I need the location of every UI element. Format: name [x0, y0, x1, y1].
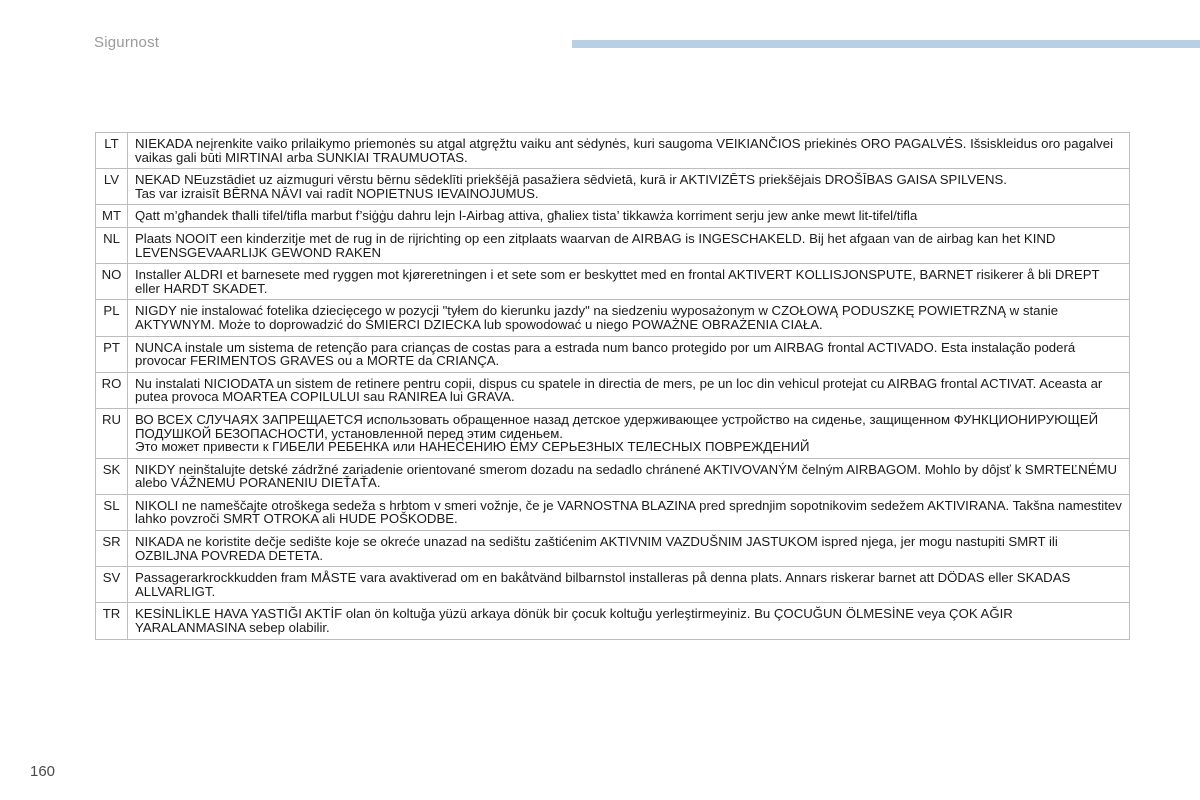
- table-row: [96, 264, 1130, 300]
- language-code: LT: [96, 133, 128, 169]
- table-row: [96, 408, 1130, 458]
- warning-text: ВО ВСЕХ СЛУЧАЯХ ЗАПРЕЩАЕТСЯ использовать обращенное назад детское удерживающее устройство на сиденье, защищенном ФУНКЦИОНИРУЮЩЕЙ ПОДУШКОЙ БЕЗОПАСНОСТИ, установленной перед этим сиденьем. Это может привести к ГИБЕЛИ РЕБЕНКА или НАНЕСЕНИЮ ЕМУ СЕРЬЕЗНЫХ ТЕЛЕСНЫХ ПОВРЕЖДЕНИЙ: [128, 408, 1130, 458]
- warning-text: NIEKADA neįrenkite vaiko prilaikymo priemonės su atgal atgręžtu vaiku ant sėdynės, kuri saugoma VEIKIANČIOS priekinės ORO PAGALVĖS. Išsiskleidus oro pagalvei vaikas gali būti MIRTINAI arba SUNKIAI TRAUMUOTAS.: [128, 133, 1130, 169]
- table-row: [96, 169, 1130, 205]
- language-code: PT: [96, 336, 128, 372]
- table-row: [96, 372, 1130, 408]
- warning-text: NUNCA instale um sistema de retenção para crianças de costas para a estrada num banco protegido por um AIRBAG frontal ACTIVADO. Esta instalação poderá provocar FERIMENTOS GRAVES ou a MORTE da CRIANÇA.: [128, 336, 1130, 372]
- table-row: [96, 567, 1130, 603]
- table-row: [96, 133, 1130, 169]
- warning-text: KESİNLİKLE HAVA YASTIĞI AKTİF olan ön koltuğa yüzü arkaya dönük bir çocuk koltuğu yerleştirmeyiniz. Bu ÇOCUĞUN ÖLMESİNE veya ÇOK AĞIR YARALANMASINA sebep olabilir.: [128, 603, 1130, 639]
- language-code: RU: [96, 408, 128, 458]
- language-code: RO: [96, 372, 128, 408]
- language-code: PL: [96, 300, 128, 336]
- language-code: TR: [96, 603, 128, 639]
- page-number: 160: [30, 763, 56, 780]
- language-code: SK: [96, 458, 128, 494]
- header-accent-bar: [572, 40, 1200, 48]
- table-row: [96, 300, 1130, 336]
- section-title: Sigurnost: [94, 34, 160, 51]
- table-row: [96, 227, 1130, 263]
- warning-text: NIKADA ne koristite dečje sedište koje se okreće unazad na sedištu zaštićenim AKTIVNIM VAZDUŠNIM JASTUKOM ispred njega, jer mogu nastupiti SMRT ili OZBILJNA POVREDA DETETA.: [128, 531, 1130, 567]
- language-code: NO: [96, 264, 128, 300]
- language-code: LV: [96, 169, 128, 205]
- language-code: SV: [96, 567, 128, 603]
- table-row: [96, 603, 1130, 639]
- warning-text: NIKOLI ne nameščajte otroškega sedeža s hrbtom v smeri vožnje, če je VARNOSTNA BLAZINA pred sprednjim sopotnikovim sedežem AKTIVIRANA. Takšna namestitev lahko povzroči SMRT OTROKA ali HUDE POŠKODBE.: [128, 494, 1130, 530]
- table-row: [96, 531, 1130, 567]
- table-row: [96, 336, 1130, 372]
- warning-text: NIKDY neinštalujte detské zádržné zariadenie orientované smerom dozadu na sedadlo chránené AKTIVOVANÝM čelným AIRBAGOM. Mohlo by dôjsť k SMRTEĽNÉMU alebo VÁŽNEMU PORANENIU DIEŤAŤA.: [128, 458, 1130, 494]
- language-code: SR: [96, 531, 128, 567]
- warning-text: Passagerarkrockkudden fram MÅSTE vara avaktiverad om en bakåtvänd bilbarnstol installeras på denna plats. Annars riskerar barnet att DÖDAS eller SKADAS ALLVARLIGT.: [128, 567, 1130, 603]
- language-code: MT: [96, 205, 128, 228]
- warning-text: Installer ALDRI et barnesete med ryggen mot kjøreretningen i et sete som er beskyttet med en frontal AKTIVERT KOLLISJONSPUTE, BARNET risikerer å bli DREPT eller HARDT SKADET.: [128, 264, 1130, 300]
- airbag-warning-table: [95, 132, 1130, 640]
- warning-text: NIGDY nie instalować fotelika dziecięcego w pozycji "tyłem do kierunku jazdy" na siedzeniu wyposażonym w CZOŁOWĄ PODUSZKĘ POWIETRZNĄ w stanie AKTYWNYM. Może to doprowadzić do ŚMIERCI DZIECKA lub spowodować u niego POWAŻNE OBRAŻENIA CIAŁA.: [128, 300, 1130, 336]
- warning-text: NEKAD NEuzstādiet uz aizmuguri vērstu bērnu sēdeklīti priekšējā pasažiera sēdvietā, kurā ir AKTIVIZĒTS priekšējais DROŠĪBAS GAISA SPILVENS. Tas var izraisīt BĒRNA NĀVI vai radīt NOPIETNUS IEVAINOJUMUS.: [128, 169, 1130, 205]
- warning-text: Nu instalati NICIODATA un sistem de retinere pentru copii, dispus cu spatele in directia de mers, pe un loc din vehicul protejat cu AIRBAG frontal ACTIVAT. Aceasta ar putea provoca MOARTEA COPILULUI sau RANIREA lui GRAVA.: [128, 372, 1130, 408]
- table-row: [96, 458, 1130, 494]
- warning-table-body: [96, 133, 1130, 640]
- warning-text: Qatt m’għandek tħalli tifel/tifla marbut f’siġġu dahru lejn l-Airbag attiva, għaliex tista’ tikkawża korriment serju jew anke mewt lit-tifel/tifla: [128, 205, 1130, 228]
- table-row: [96, 205, 1130, 228]
- warning-text: Plaats NOOIT een kinderzitje met de rug in de rijrichting op een zitplaats waarvan de AIRBAG is INGESCHAKELD. Bij het afgaan van de airbag kan het KIND LEVENSGEVAARLIJK GEWOND RAKEN: [128, 227, 1130, 263]
- table-row: [96, 494, 1130, 530]
- language-code: SL: [96, 494, 128, 530]
- language-code: NL: [96, 227, 128, 263]
